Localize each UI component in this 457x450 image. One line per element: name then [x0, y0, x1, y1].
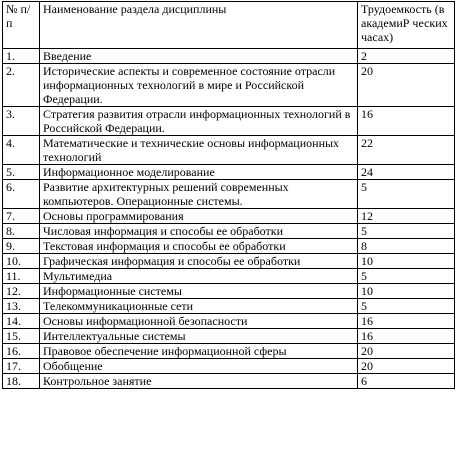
row-num: 18.: [3, 374, 40, 389]
row-hours: 8: [358, 239, 455, 254]
row-num: 6.: [3, 180, 40, 209]
table-row: [3, 239, 455, 254]
row-hours: 12: [358, 209, 455, 224]
row-hours: 5: [358, 269, 455, 284]
row-name: Правовое обеспечение информационной сферы: [40, 344, 358, 359]
row-name: Математические и технические основы информационных технологий: [40, 136, 358, 165]
row-hours: 5: [358, 224, 455, 239]
row-hours: 20: [358, 344, 455, 359]
row-name: Графическая информация и способы ее обработки: [40, 254, 358, 269]
row-num: 3.: [3, 107, 40, 136]
row-hours: 22: [358, 136, 455, 165]
row-name: Числовая информация и способы ее обработки: [40, 224, 358, 239]
row-hours: 10: [358, 284, 455, 299]
row-name: Стратегия развития отрасли информационных технологий в Российской Федерации.: [40, 107, 358, 136]
row-name: Введение: [40, 49, 358, 64]
row-num: 7.: [3, 209, 40, 224]
table-row: [3, 209, 455, 224]
row-num: 1.: [3, 49, 40, 64]
table-row: [3, 344, 455, 359]
table-row: [3, 64, 455, 107]
header-hours: Трудоемкость (в академиР ческих часах): [358, 2, 455, 49]
row-name: Интеллектуальные системы: [40, 329, 358, 344]
row-hours: 16: [358, 107, 455, 136]
syllabus-table: [2, 1, 455, 389]
header-name: Наименование раздела дисциплины: [40, 2, 358, 49]
row-name: Контрольное занятие: [40, 374, 358, 389]
row-hours: 16: [358, 329, 455, 344]
row-num: 11.: [3, 269, 40, 284]
table-row: [3, 107, 455, 136]
row-num: 8.: [3, 224, 40, 239]
table-row: [3, 359, 455, 374]
table-row: [3, 284, 455, 299]
row-num: 2.: [3, 64, 40, 107]
row-hours: 2: [358, 49, 455, 64]
row-num: 12.: [3, 284, 40, 299]
row-name: Основы программирования: [40, 209, 358, 224]
row-num: 10.: [3, 254, 40, 269]
row-name: Обобщение: [40, 359, 358, 374]
row-name: Мультимедиа: [40, 269, 358, 284]
row-num: 4.: [3, 136, 40, 165]
row-hours: 20: [358, 64, 455, 107]
row-hours: 6: [358, 374, 455, 389]
row-name: Телекоммуникационные сети: [40, 299, 358, 314]
row-num: 15.: [3, 329, 40, 344]
row-name: Основы информационной безопасности: [40, 314, 358, 329]
row-hours: 16: [358, 314, 455, 329]
row-hours: 5: [358, 299, 455, 314]
header-num: № п/п: [3, 2, 40, 49]
row-num: 9.: [3, 239, 40, 254]
table-row: [3, 49, 455, 64]
row-hours: 24: [358, 165, 455, 180]
table-row: [3, 165, 455, 180]
table-header-row: [3, 2, 455, 49]
table-row: [3, 329, 455, 344]
table-row: [3, 224, 455, 239]
table-row: [3, 136, 455, 165]
row-name: Развитие архитектурных решений современных компьютеров. Операционные системы.: [40, 180, 358, 209]
row-hours: 5: [358, 180, 455, 209]
table-row: [3, 299, 455, 314]
row-hours: 20: [358, 359, 455, 374]
table-row: [3, 374, 455, 389]
row-num: 5.: [3, 165, 40, 180]
table-row: [3, 269, 455, 284]
row-name: Информационное моделирование: [40, 165, 358, 180]
row-num: 14.: [3, 314, 40, 329]
table-row: [3, 180, 455, 209]
row-name: Текстовая информация и способы ее обработки: [40, 239, 358, 254]
row-hours: 10: [358, 254, 455, 269]
row-name: Исторические аспекты и современное состояние отрасли информационных технологий в мире и Российской Федерации.: [40, 64, 358, 107]
row-name: Информационные системы: [40, 284, 358, 299]
table-row: [3, 254, 455, 269]
table-row: [3, 314, 455, 329]
row-num: 16.: [3, 344, 40, 359]
row-num: 13.: [3, 299, 40, 314]
row-num: 17.: [3, 359, 40, 374]
